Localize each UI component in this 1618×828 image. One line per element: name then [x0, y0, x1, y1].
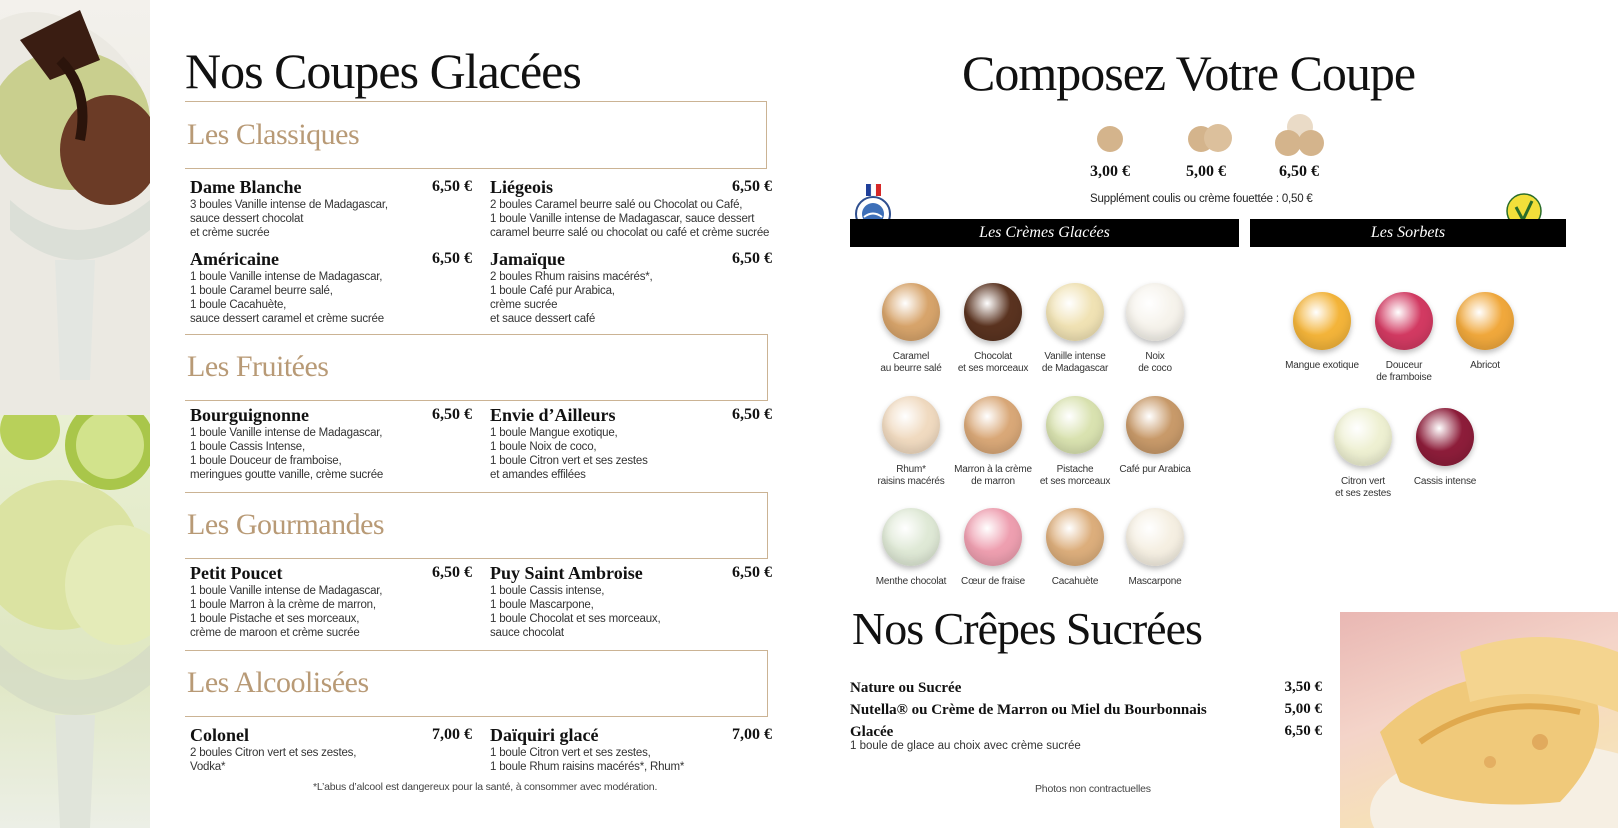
flavor-label: Café pur Arabica [1119, 464, 1191, 475]
flavor-scoop-image [964, 508, 1022, 566]
flavor-label: Citron vert et ses zestes [1335, 476, 1391, 499]
item-name: Jamaïque [490, 249, 566, 269]
menu-item [490, 249, 772, 326]
flavor-label: Cassis intense [1413, 476, 1477, 487]
item-name: Américaine [190, 249, 279, 269]
flavor-item [948, 508, 1038, 588]
flavor-label: Caramel au beurre salé [880, 351, 942, 374]
flavor-scoop-image [964, 283, 1022, 341]
item-price: 6,50 € [432, 250, 472, 267]
item-name: Daïquiri glacé [490, 725, 599, 745]
item-price: 7,00 € [732, 726, 772, 743]
flavor-scoop-image [1126, 283, 1184, 341]
flavor-scoop-image [1293, 292, 1351, 350]
menu-item [190, 725, 472, 774]
menu-item [190, 405, 472, 482]
crepe-item [850, 679, 1322, 699]
item-description: 1 boule Vanille intense de Madagascar, 1 boule Cassis Intense, 1 boule Douceur de framboise, meringues goutte vanille, crème sucrée [190, 427, 384, 481]
flavor-scoop-image [1126, 508, 1184, 566]
crepe-item [850, 701, 1322, 721]
item-description: 2 boules Rhum raisins macérés*, 1 boule Café pur Arabica, crème sucrée et sauce dessert café [490, 271, 653, 325]
flavor-label: Noix de coco [1138, 351, 1172, 374]
flavor-scoop-image [964, 396, 1022, 454]
section-title-alcoolisees: Les Alcoolisées [187, 666, 369, 699]
item-description: 1 boule Mangue exotique, 1 boule Noix de coco, 1 boule Citron vert et ses zestes et amandes effilées [490, 427, 648, 481]
ice-cream-photo-top [0, 0, 150, 415]
crepe-price: 3,50 € [1284, 679, 1322, 695]
item-name: Colonel [190, 725, 250, 745]
flavor-item [1110, 283, 1200, 375]
crepe-name: Nutella® ou Crème de Marron ou Miel du Bourbonnais [850, 702, 1207, 718]
flavor-item [1030, 508, 1120, 588]
flavor-label: Cœur de fraise [961, 576, 1025, 587]
flavor-item [1400, 408, 1490, 488]
item-name: Puy Saint Ambroise [490, 563, 643, 583]
item-name: Dame Blanche [190, 177, 302, 197]
crepe-price: 5,00 € [1284, 701, 1322, 717]
one-scoop-icon [1097, 126, 1123, 152]
price-three-scoops: 6,50 € [1279, 163, 1319, 180]
flavor-label: Cacahuète [1051, 576, 1099, 587]
photos-notice: Photos non contractuelles [1035, 783, 1151, 795]
menu-item [190, 563, 472, 640]
flavor-label: Rhum* raisins macérés [877, 464, 945, 487]
crepe-name: Glacée [850, 724, 894, 740]
crepe-price: 6,50 € [1284, 723, 1322, 739]
sorbets-header: Les Sorbets [1250, 219, 1566, 247]
price-two-scoops: 5,00 € [1186, 163, 1226, 180]
flavor-scoop-image [1334, 408, 1392, 466]
item-description: 2 boules Citron vert et ses zestes, Vodka* [190, 747, 357, 773]
flavor-scoop-image [882, 283, 940, 341]
flavor-label: Mascarpone [1128, 576, 1182, 587]
three-scoops-icon-part [1298, 130, 1324, 156]
item-name: Envie d’Ailleurs [490, 405, 616, 425]
section-title-gourmandes: Les Gourmandes [187, 508, 385, 541]
item-price: 6,50 € [732, 250, 772, 267]
flavor-scoop-image [1416, 408, 1474, 466]
flavor-scoop-image [1126, 396, 1184, 454]
flavor-scoop-image [1375, 292, 1433, 350]
flavor-label: Marron à la crème de marron [954, 464, 1032, 487]
flavor-label: Douceur de framboise [1376, 360, 1432, 383]
flavor-item [866, 283, 956, 375]
flavor-item [1440, 292, 1530, 372]
menu-item [490, 177, 772, 240]
two-scoops-icon-part [1204, 124, 1232, 152]
flavor-scoop-image [1046, 396, 1104, 454]
flavor-scoop-image [1456, 292, 1514, 350]
crepes-title: Nos Crêpes Sucrées [852, 603, 1202, 654]
flavor-scoop-image [882, 508, 940, 566]
flavor-label: Pistache et ses morceaux [1039, 464, 1111, 487]
crepe-name: Nature ou Sucrée [850, 680, 962, 696]
cremes-glacees-header: Les Crèmes Glacées [850, 219, 1239, 247]
item-price: 6,50 € [432, 564, 472, 581]
flavor-item [948, 283, 1038, 375]
flavor-item [866, 508, 956, 588]
item-name: Bourguignonne [190, 405, 310, 425]
flavor-item [1318, 408, 1408, 500]
item-price: 6,50 € [432, 178, 472, 195]
flavor-label: Vanille intense de Madagascar [1041, 351, 1109, 374]
flavor-item [1030, 283, 1120, 375]
flavor-scoop-image [1046, 283, 1104, 341]
item-description: 1 boule Cassis intense, 1 boule Mascarpone, 1 boule Chocolat et ses morceaux, sauce chocolat [490, 585, 661, 639]
section-title-fruitees: Les Fruitées [187, 350, 329, 383]
menu-item [490, 563, 772, 640]
item-description: 1 boule Vanille intense de Madagascar, 1 boule Caramel beurre salé, 1 boule Cacahuète, sauce dessert caramel et crème sucrée [190, 271, 384, 325]
flavor-item [1359, 292, 1449, 384]
price-one-scoop: 3,00 € [1090, 163, 1130, 180]
item-name: Petit Poucet [190, 563, 283, 583]
section-title-classiques: Les Classiques [187, 118, 360, 151]
flavor-scoop-image [882, 396, 940, 454]
flavor-label: Menthe chocolat [875, 576, 947, 587]
flavor-label: Abricot [1470, 360, 1500, 371]
coupes-title: Nos Coupes Glacées [185, 43, 581, 99]
item-price: 6,50 € [732, 564, 772, 581]
lime-ice-cream-photo [0, 415, 150, 828]
menu-item [490, 725, 772, 774]
menu-item [190, 177, 472, 240]
flavor-scoop-image [1046, 508, 1104, 566]
item-description: 3 boules Vanille intense de Madagascar, sauce dessert chocolat et crème sucrée [190, 199, 388, 239]
item-price: 6,50 € [732, 178, 772, 195]
flavor-label: Chocolat et ses morceaux [957, 351, 1029, 374]
flavor-item [1110, 396, 1200, 476]
menu-item [190, 249, 472, 326]
alcohol-notice: *L’abus d’alcool est dangereux pour la santé, à consommer avec modération. [313, 781, 658, 793]
flavor-item [866, 396, 956, 488]
composez-title: Composez Votre Coupe [962, 45, 1416, 101]
item-price: 6,50 € [432, 406, 472, 423]
item-description: 2 boules Caramel beurre salé ou Chocolat ou Café, 1 boule Vanille intense de Madagascar, sauce dessert caramel beurre salé ou chocolat ou café et crème sucrée [490, 199, 770, 239]
item-price: 7,00 € [432, 726, 472, 743]
menu-item [490, 405, 772, 482]
flavor-item [1277, 292, 1367, 372]
glacee-description: 1 boule de glace au choix avec crème sucrée [850, 740, 1081, 752]
item-description: 1 boule Citron vert et ses zestes, 1 boule Rhum raisins macérés*, Rhum* [490, 747, 685, 773]
crepes-photo [1340, 612, 1618, 828]
supplement-note: Supplément coulis ou crème fouettée : 0,50 € [1090, 193, 1313, 205]
flavor-item [1110, 508, 1200, 588]
item-description: 1 boule Vanille intense de Madagascar, 1 boule Marron à la crème de marron, 1 boule Pistache et ses morceaux, crème de maroon et crème sucrée [190, 585, 383, 639]
item-name: Liégeois [490, 177, 553, 197]
flavor-label: Mangue exotique [1285, 360, 1359, 371]
flavor-item [948, 396, 1038, 488]
item-price: 6,50 € [732, 406, 772, 423]
flavor-item [1030, 396, 1120, 488]
